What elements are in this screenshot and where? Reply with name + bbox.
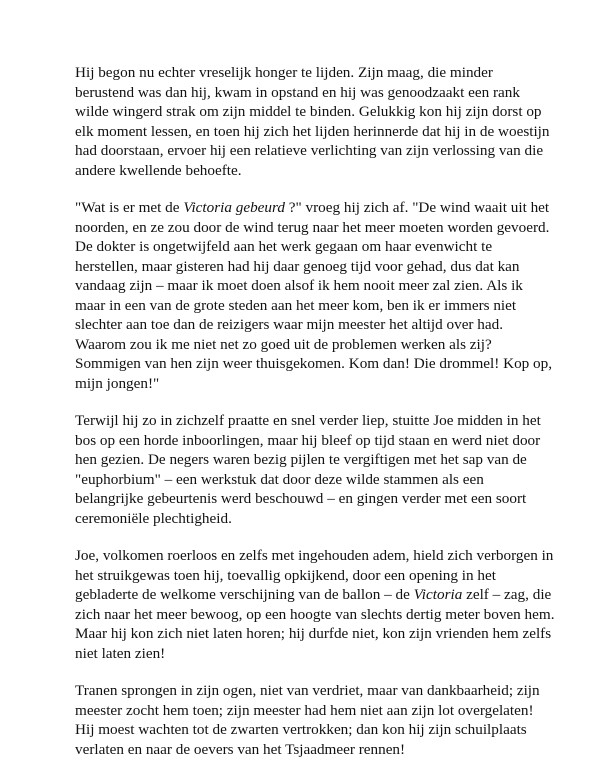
paragraph-1-text: Hij begon nu echter vreselijk honger te lijden. Zijn maag, die minder berustend was dan hij, kwam in opstand en hij was genoodzaakt een rank wilde wingerd strak om zijn middel te binden. Gelukkig kon hij zijn dorst op elk moment lessen, en toen hij zich het lijden herinnerde dat hij in de woestijn had doorstaan, ervoer hij een relatieve verlichting van zijn verlossing van die andere kwellende behoefte. xyxy=(75,64,550,179)
paragraph-1 xyxy=(75,63,555,180)
paragraph-2-text-a: "Wat is er met de xyxy=(75,199,184,216)
body-text xyxy=(75,63,555,777)
paragraph-3 xyxy=(75,411,555,528)
paragraph-2-text-b: ?" vroeg hij zich af. "De wind waait uit het noorden, en ze zou door de wind terug naar het meer moeten worden gevoerd. De dokter is ongetwijfeld aan het werk gegaan om haar evenwicht te herstellen, maar gisteren had hij daar genoeg tijd voor gehad, dus dat kan vandaag zijn – maar ik moet doen alsof ik hem nooit meer zal zien. Als ik maar in een van de grote steden aan het meer kom, ben ik er immers niet slechter aan toe dan de reizigers waar mijn meester het altijd over had. Waarom zou ik me niet net zo goed uit de problemen werken als zij? Sommigen van hen zijn weer thuisgekomen. Kom dan! Die drommel! Kop op, mijn jongen!" xyxy=(75,199,553,392)
paragraph-4-text-b: zelf – zag, die zich naar het meer bewoog, op een hoogte van slechts dertig meter boven hem. Maar hij kon zich niet laten horen; hij durfde niet, kon zijn vrienden hem zelfs niet laten zien! xyxy=(75,586,555,662)
paragraph-5-text: Tranen sprongen in zijn ogen, niet van verdriet, maar van dankbaarheid; zijn meester zocht hem toen; zijn meester had hem niet aan zijn lot overgelaten! Hij moest wachten tot de zwarten vertrokken; dan kon hij zijn schuilplaats verlaten en naar de oevers van het Tsjaadmeer rennen! xyxy=(75,682,540,758)
ship-name-italic: Victoria xyxy=(413,586,463,603)
paragraph-3-text: Terwijl hij zo in zichzelf praatte en snel verder liep, stuitte Joe midden in het bos op een horde inboorlingen, maar hij bleef op tijd staan en werd niet door hen gezien. De negers waren bezig pijlen te vergiftigen met het sap van de "euphorbium" – een werkstuk dat door deze wilde stammen als een belangrijke gebeurtenis werd beschouwd – en gingen verder met een soort ceremoniële plechtigheid. xyxy=(75,412,541,527)
paragraph-4-text-a: Joe, volkomen roerloos en zelfs met ingehouden adem, hield zich verborgen in het struikgewas toen hij, toevallig opkijkend, door een opening in het gebladerte de welkome verschijning van de ballon – de xyxy=(75,547,554,603)
paragraph-4 xyxy=(75,546,555,663)
paragraph-5 xyxy=(75,681,555,759)
paragraph-2 xyxy=(75,198,555,393)
ship-name-italic: Victoria gebeurd xyxy=(183,199,285,216)
